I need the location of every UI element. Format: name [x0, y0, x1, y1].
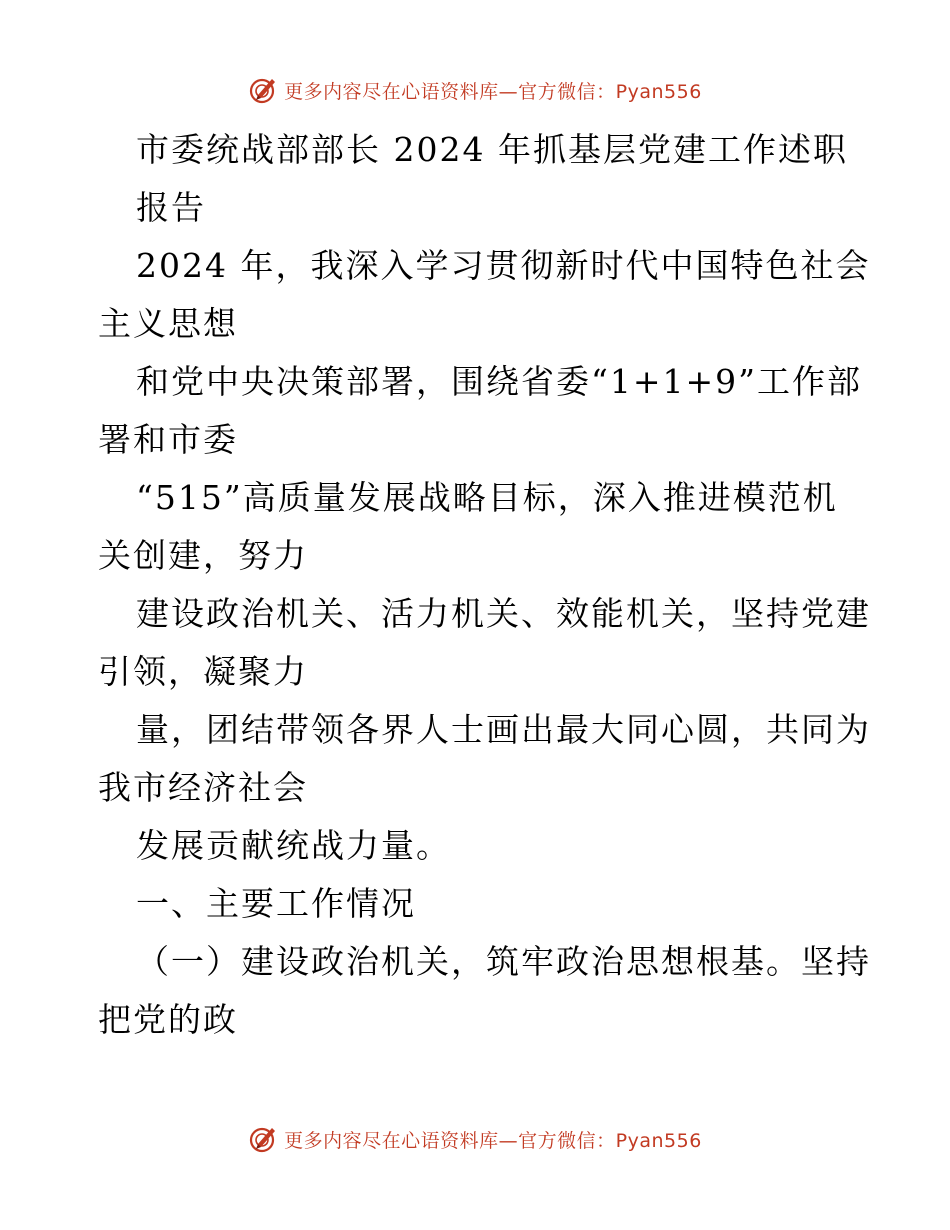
paragraph-line: 量，团结带领各界人士画出最大同心圆，共同为 — [136, 710, 871, 749]
footer-watermark — [0, 1123, 950, 1155]
section-heading: 一、主要工作情况 — [136, 884, 416, 923]
title-line-1: 市委统战部部长 2024 年抓基层党建工作述职 — [136, 130, 848, 169]
paragraph-line: （一）建设政治机关，筑牢政治思想根基。坚持 — [136, 942, 871, 981]
pen-logo-icon — [248, 75, 278, 105]
paragraph-line: “515”高质量发展战略目标，深入推进模范机 — [136, 478, 838, 517]
paragraph-line: 引领，凝聚力 — [98, 652, 308, 691]
title-line-2: 报告 — [136, 188, 206, 227]
paragraph-line: 我市经济社会 — [98, 768, 308, 807]
paragraph-line: 主义思想 — [98, 304, 238, 343]
paragraph-line: 建设政治机关、活力机关、效能机关，坚持党建 — [136, 594, 871, 633]
paragraph-line: 把党的政 — [98, 1000, 238, 1039]
paragraph-line: 发展贡献统战力量。 — [136, 826, 451, 865]
watermark-text: 更多内容尽在心语资料库—官方微信：Pyan556 — [284, 1129, 702, 1152]
watermark-text: 更多内容尽在心语资料库—官方微信：Pyan556 — [284, 80, 702, 103]
pen-logo-icon — [248, 1124, 278, 1154]
paragraph-line: 和党中央决策部署，围绕省委“1+1+9”工作部 — [136, 362, 863, 401]
paragraph-line: 2024 年，我深入学习贯彻新时代中国特色社会 — [136, 246, 871, 285]
paragraph-line: 关创建，努力 — [98, 536, 308, 575]
paragraph-line: 署和市委 — [98, 420, 238, 459]
header-watermark — [0, 74, 950, 106]
